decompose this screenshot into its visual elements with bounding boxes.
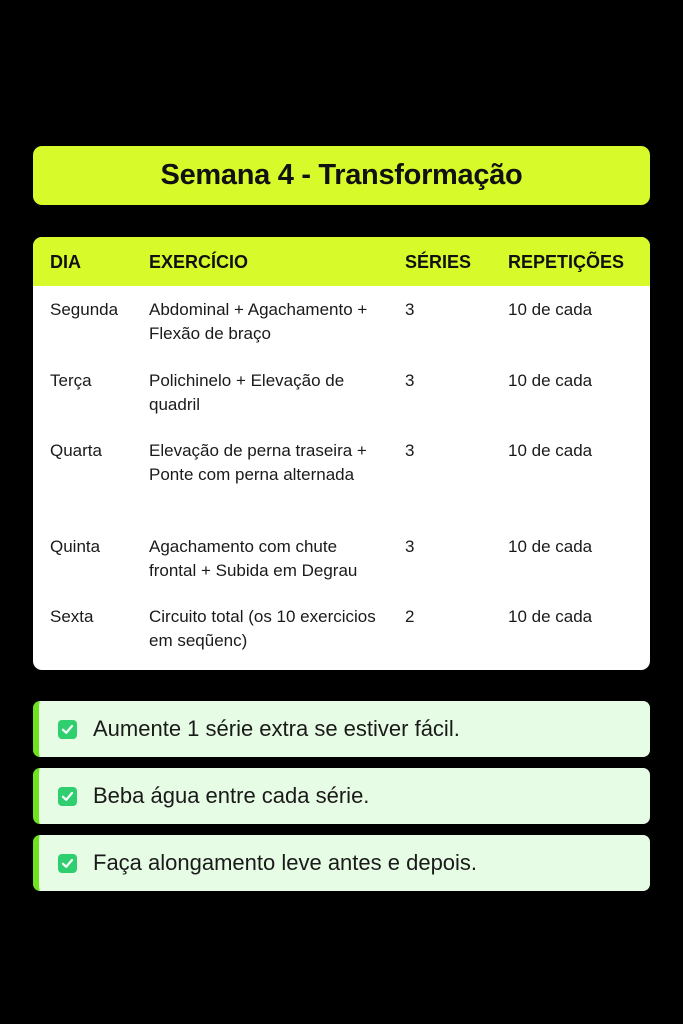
tip-item <box>33 768 650 824</box>
cell-series: 3 <box>405 300 415 319</box>
header-repeticoes: REPETIÇÕES <box>508 252 625 272</box>
header-series: SÉRIES <box>405 252 472 272</box>
tip-item <box>33 701 650 757</box>
cell-exercicio: Abdominal + Agachamento + Flexão de braço <box>149 300 368 343</box>
cell-dia: Sexta <box>50 607 94 626</box>
checkbox-check-icon <box>58 720 77 739</box>
cell-repeticoes: 10 de cada <box>508 300 593 319</box>
cell-dia: Quinta <box>50 537 101 556</box>
tip-item <box>33 835 650 891</box>
cell-repeticoes: 10 de cada <box>508 607 593 626</box>
cell-repeticoes: 10 de cada <box>508 441 593 460</box>
checkbox-check-icon <box>58 854 77 873</box>
cell-repeticoes: 10 de cada <box>508 537 593 556</box>
cell-series: 3 <box>405 441 415 460</box>
title-banner <box>33 146 650 205</box>
tip-text: Faça alongamento leve antes e depois. <box>93 850 478 875</box>
cell-dia: Quarta <box>50 441 102 460</box>
workout-table <box>33 237 650 670</box>
cell-series: 2 <box>405 607 415 626</box>
page-title: Semana 4 - Transformação <box>160 159 523 191</box>
cell-exercicio: Circuito total (os 10 exercicios em seqũenc) <box>149 607 376 650</box>
table-header-row <box>33 237 650 286</box>
cell-series: 3 <box>405 537 415 556</box>
cell-dia: Terça <box>50 371 92 390</box>
cell-exercicio: Agachamento com chute frontal + Subida em Degrau <box>149 537 358 580</box>
cell-series: 3 <box>405 371 415 390</box>
tip-text: Aumente 1 série extra se estiver fácil. <box>93 716 460 741</box>
checkbox-check-icon <box>58 787 77 806</box>
cell-exercicio: Polichinelo + Elevação de quadril <box>149 371 345 414</box>
cell-exercicio: Elevação de perna traseira + Ponte com perna alternada <box>149 441 367 484</box>
header-exercicio: EXERCÍCIO <box>149 252 249 272</box>
header-dia: DIA <box>50 252 81 272</box>
tip-text: Beba água entre cada série. <box>93 783 370 808</box>
cell-repeticoes: 10 de cada <box>508 371 593 390</box>
cell-dia: Segunda <box>50 300 119 319</box>
